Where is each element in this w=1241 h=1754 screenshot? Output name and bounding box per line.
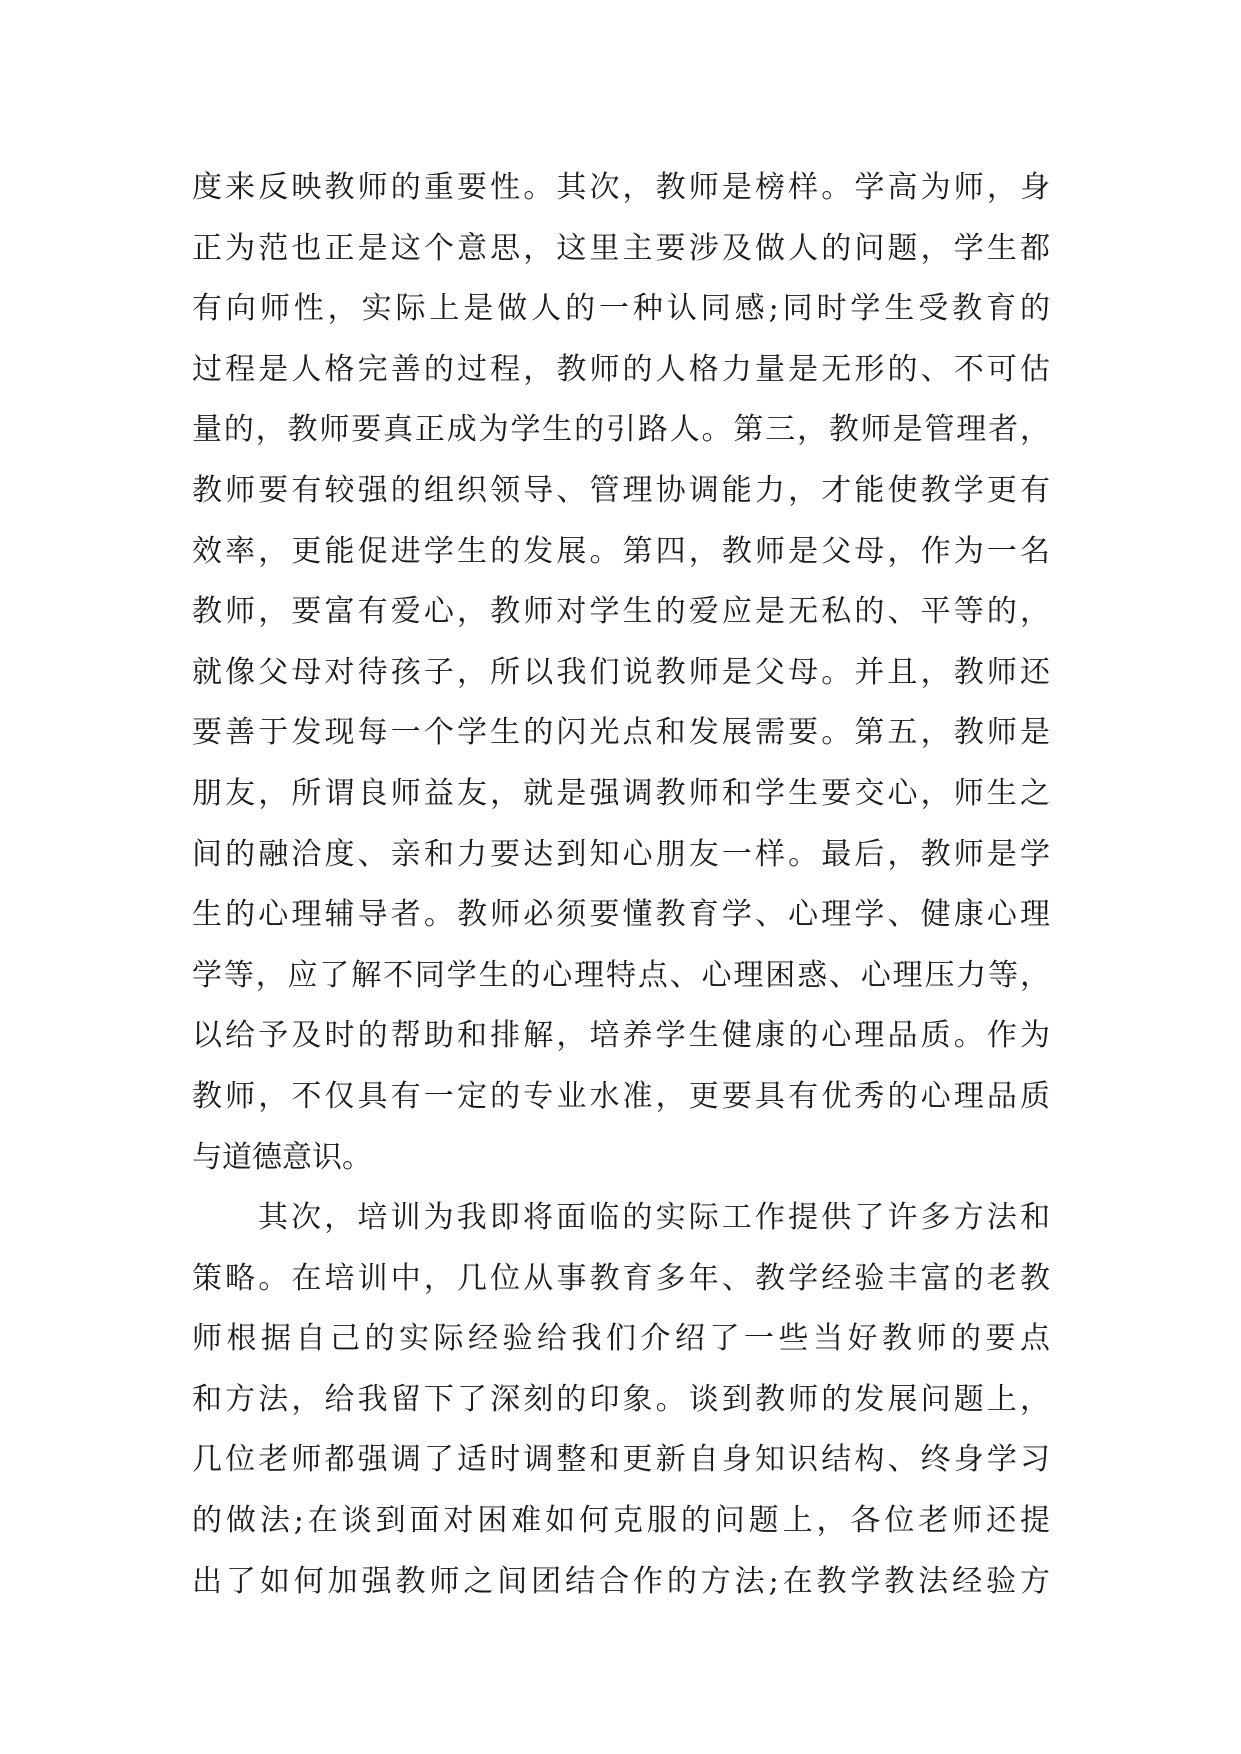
text-line: 有向师性，实际上是做人的一种认同感;同时学生受教育的 <box>192 291 1050 327</box>
text-line: 过程是人格完善的过程，教师的人格力量是无形的、不可估 <box>192 351 1050 387</box>
text-line: 以给予及时的帮助和排解，培养学生健康的心理品质。作为 <box>192 1018 1050 1054</box>
text-line: 教师要有较强的组织领导、管理协调能力，才能使教学更有 <box>192 472 1050 508</box>
text-line: 师根据自己的实际经验给我们介绍了一些当好教师的要点 <box>192 1321 1050 1357</box>
text-line: 要善于发现每一个学生的闪光点和发展需要。第五，教师是 <box>192 715 1050 751</box>
text-line: 和方法，给我留下了深刻的印象。谈到教师的发展问题上， <box>192 1381 1050 1417</box>
text-line: 量的，教师要真正成为学生的引路人。第三，教师是管理者， <box>192 412 1050 448</box>
text-line: 正为范也正是这个意思，这里主要涉及做人的问题，学生都 <box>192 230 1050 266</box>
text-line: 学等，应了解不同学生的心理特点、心理困惑、心理压力等， <box>192 957 1050 993</box>
text-line: 就像父母对待孩子，所以我们说教师是父母。并且，教师还 <box>192 654 1050 690</box>
document-body <box>192 158 1050 1612</box>
text-line: 度来反映教师的重要性。其次，教师是榜样。学高为师，身 <box>192 170 1050 205</box>
paragraph-start-line: 其次，培训为我即将面临的实际工作提供了许多方法和 <box>258 1200 1050 1236</box>
text-line: 效率，更能促进学生的发展。第四，教师是父母，作为一名 <box>192 533 1050 569</box>
text-line: 策略。在培训中，几位从事教育多年、教学经验丰富的老教 <box>192 1260 1050 1296</box>
text-line: 出了如何加强教师之间团结合作的方法;在教学教法经验方 <box>192 1563 1050 1599</box>
text-line: 间的融洽度、亲和力要达到知心朋友一样。最后，教师是学 <box>192 836 1050 872</box>
text-line: 几位老师都强调了适时调整和更新自身知识结构、终身学习 <box>192 1442 1050 1478</box>
paragraph-end-line: 与道德意识。 <box>192 1139 372 1175</box>
text-line: 教师，要富有爱心，教师对学生的爱应是无私的、平等的， <box>192 594 1050 630</box>
text-line: 朋友，所谓良师益友，就是强调教师和学生要交心，师生之 <box>192 775 1050 811</box>
text-line: 生的心理辅导者。教师必须要懂教育学、心理学、健康心理 <box>192 897 1050 933</box>
text-line: 的做法;在谈到面对困难如何克服的问题上，各位老师还提 <box>192 1503 1050 1539</box>
text-line: 教师，不仅具有一定的专业水准，更要具有优秀的心理品质 <box>192 1078 1050 1114</box>
